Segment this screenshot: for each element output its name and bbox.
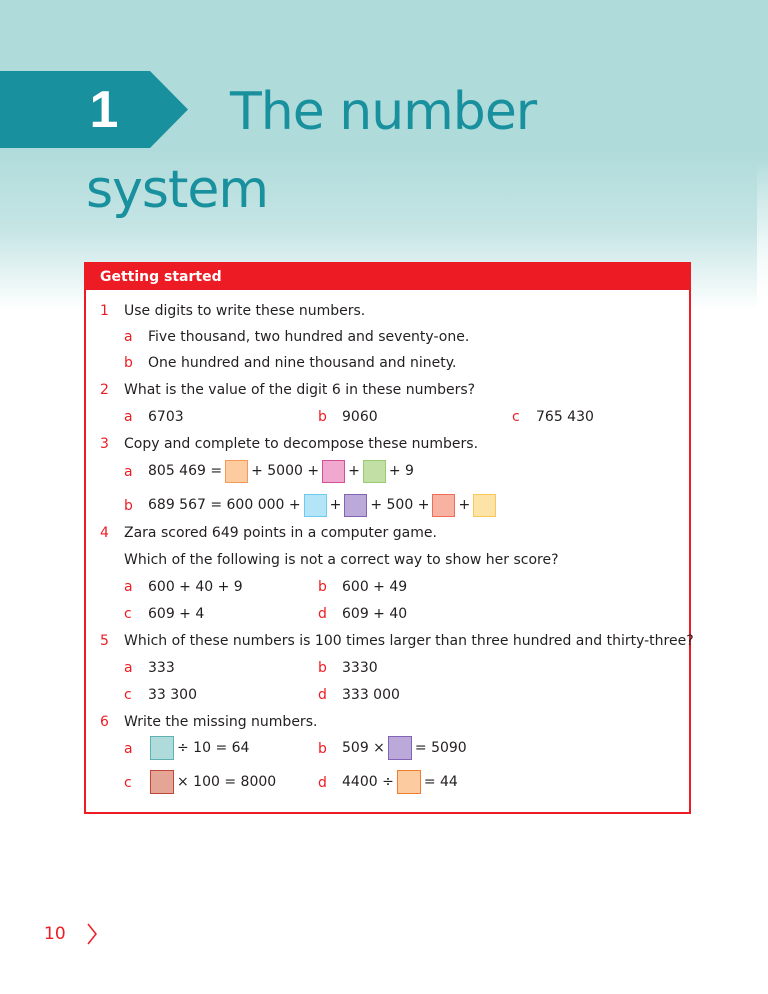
part-label: c <box>124 775 132 791</box>
part-label: a <box>124 409 133 425</box>
question-number: 6 <box>100 714 109 730</box>
equation-text: + 9 <box>388 463 414 479</box>
answer-box-teal[interactable] <box>150 736 174 760</box>
answer-box-green[interactable] <box>363 460 386 483</box>
equation-text: 4400 ÷ <box>342 774 394 790</box>
equation-text: 689 567 = 600 000 + <box>148 497 301 513</box>
equation-text: = 5090 <box>414 740 467 756</box>
equation-text: ÷ 10 = 64 <box>177 740 250 756</box>
part-label: c <box>512 409 520 425</box>
question-number: 1 <box>100 303 109 319</box>
part-label: a <box>124 329 133 345</box>
part-text: One hundred and nine thousand and ninety. <box>148 355 457 371</box>
part-label: a <box>124 741 133 757</box>
equation-text: + 500 + <box>370 497 430 513</box>
chapter-number: 1 <box>89 81 119 139</box>
question-text-2: Which of the following is not a correct way to show her score? <box>124 552 559 568</box>
question-3-part-b-equation <box>148 493 499 517</box>
part-label: d <box>318 606 327 622</box>
part-label: b <box>318 660 327 676</box>
chapter-title-line1: The number <box>230 82 537 142</box>
part-label: a <box>124 660 133 676</box>
answer-box-rose[interactable] <box>150 770 174 794</box>
part-text: 33 300 <box>148 687 197 703</box>
question-text: Copy and complete to decompose these numbers. <box>124 436 479 452</box>
part-text: 9060 <box>342 409 378 425</box>
answer-box-purple[interactable] <box>344 494 367 517</box>
part-label: b <box>124 355 133 371</box>
panel-header: Getting started <box>86 264 689 290</box>
part-text: 6703 <box>148 409 184 425</box>
answer-box-pink[interactable] <box>322 460 345 483</box>
equation-text: 509 × <box>342 740 385 756</box>
part-label: a <box>124 579 133 595</box>
part-text: Five thousand, two hundred and seventy-one. <box>148 329 470 345</box>
part-label: b <box>124 498 133 514</box>
question-number: 2 <box>100 382 109 398</box>
equation-text: + <box>329 497 342 513</box>
part-label: d <box>318 775 327 791</box>
question-text: Which of these numbers is 100 times larger than three hundred and thirty-three? <box>124 633 694 649</box>
equation-text: × 100 = 8000 <box>177 774 277 790</box>
equation-text: + 5000 + <box>251 463 320 479</box>
question-text: Use digits to write these numbers. <box>124 303 366 319</box>
answer-box-peach[interactable] <box>397 770 421 794</box>
part-text: 333 000 <box>342 687 400 703</box>
question-text: Write the missing numbers. <box>124 714 318 730</box>
part-label: b <box>318 741 327 757</box>
part-text: 600 + 40 + 9 <box>148 579 243 595</box>
question-number: 3 <box>100 436 109 452</box>
part-label: a <box>124 464 133 480</box>
equation-text: + <box>348 463 360 479</box>
question-number: 5 <box>100 633 109 649</box>
part-label: b <box>318 409 327 425</box>
part-text: 333 <box>148 660 175 676</box>
part-text: 600 + 49 <box>342 579 408 595</box>
chapter-title-line2: system <box>86 160 268 220</box>
part-label: b <box>318 579 327 595</box>
answer-box-blue[interactable] <box>304 494 327 517</box>
part-label: d <box>318 687 327 703</box>
getting-started-panel <box>84 262 694 814</box>
page-edge-strip <box>757 0 768 320</box>
part-label: c <box>124 606 132 622</box>
part-text: 3330 <box>342 660 378 676</box>
chevron-right-icon <box>84 922 100 946</box>
answer-box-orange[interactable] <box>225 460 248 483</box>
question-6-part-a-equation <box>147 736 249 760</box>
question-number: 4 <box>100 525 109 541</box>
question-text: What is the value of the digit 6 in these numbers? <box>124 382 476 398</box>
answer-box-yellow[interactable] <box>473 494 496 517</box>
part-text: 765 430 <box>536 409 594 425</box>
question-6-part-d-equation <box>342 770 458 794</box>
answer-box-salmon[interactable] <box>432 494 455 517</box>
part-text: 609 + 4 <box>148 606 205 622</box>
question-6-part-b-equation <box>342 736 467 760</box>
equation-text: 805 469 = <box>148 463 223 479</box>
part-text: 609 + 40 <box>342 606 408 622</box>
question-text: Zara scored 649 points in a computer game. <box>124 525 437 541</box>
page-number: 10 <box>44 924 66 944</box>
answer-box-purple[interactable] <box>388 736 412 760</box>
equation-text: + <box>458 497 471 513</box>
equation-text: = 44 <box>423 774 458 790</box>
part-label: c <box>124 687 132 703</box>
question-3-part-a-equation <box>148 459 414 483</box>
question-6-part-c-equation <box>147 770 276 794</box>
